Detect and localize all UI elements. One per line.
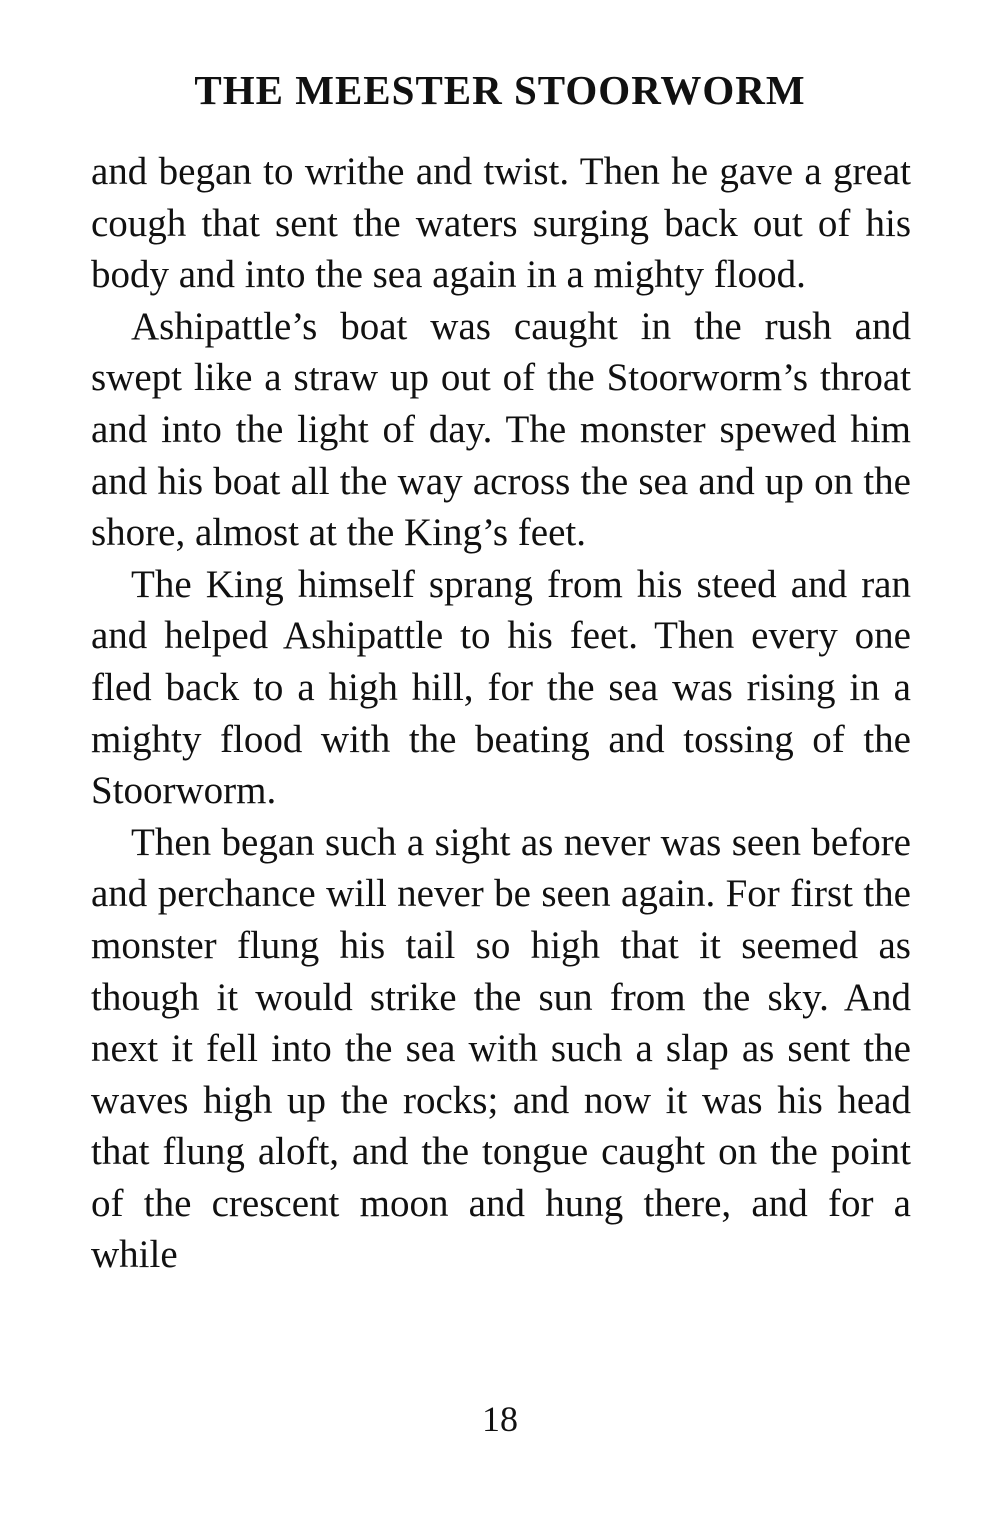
paragraph-2: Ashipattle’s boat was caught in the rush and swept like a straw up out of the Stoorworm’s throat and into the light of day. The monster spewed him and his boat all the way across the sea and up on the shore, almost at the King’s feet. bbox=[91, 304, 911, 555]
paragraph-1: and began to writhe and twist. Then he gave a great cough that sent the waters surging back out of his body and into the sea again in a mighty flood. bbox=[91, 150, 911, 297]
paragraph-4: Then began such a sight as never was seen before and perchance will never be seen again. For first the monster flung his tail so high that it seemed as though it would strike the sun from the sky. And next it fell into the sea with such a slap as sent the waves high up the rocks; and now it was his head that flung aloft, and the tongue caught on the point of the crescent moon and hung there, and for a while bbox=[91, 820, 911, 1277]
paragraph-3: The King himself sprang from his steed and ran and helped Ashipattle to his feet. Then every one fled back to a high hill, for the sea was rising in a mighty flood with the beating and tossing of the Stoorworm. bbox=[91, 562, 911, 813]
running-head: THE MEESTER STOORWORM bbox=[194, 67, 806, 113]
page-number: 18 bbox=[482, 1399, 518, 1439]
body-text bbox=[91, 146, 911, 1281]
